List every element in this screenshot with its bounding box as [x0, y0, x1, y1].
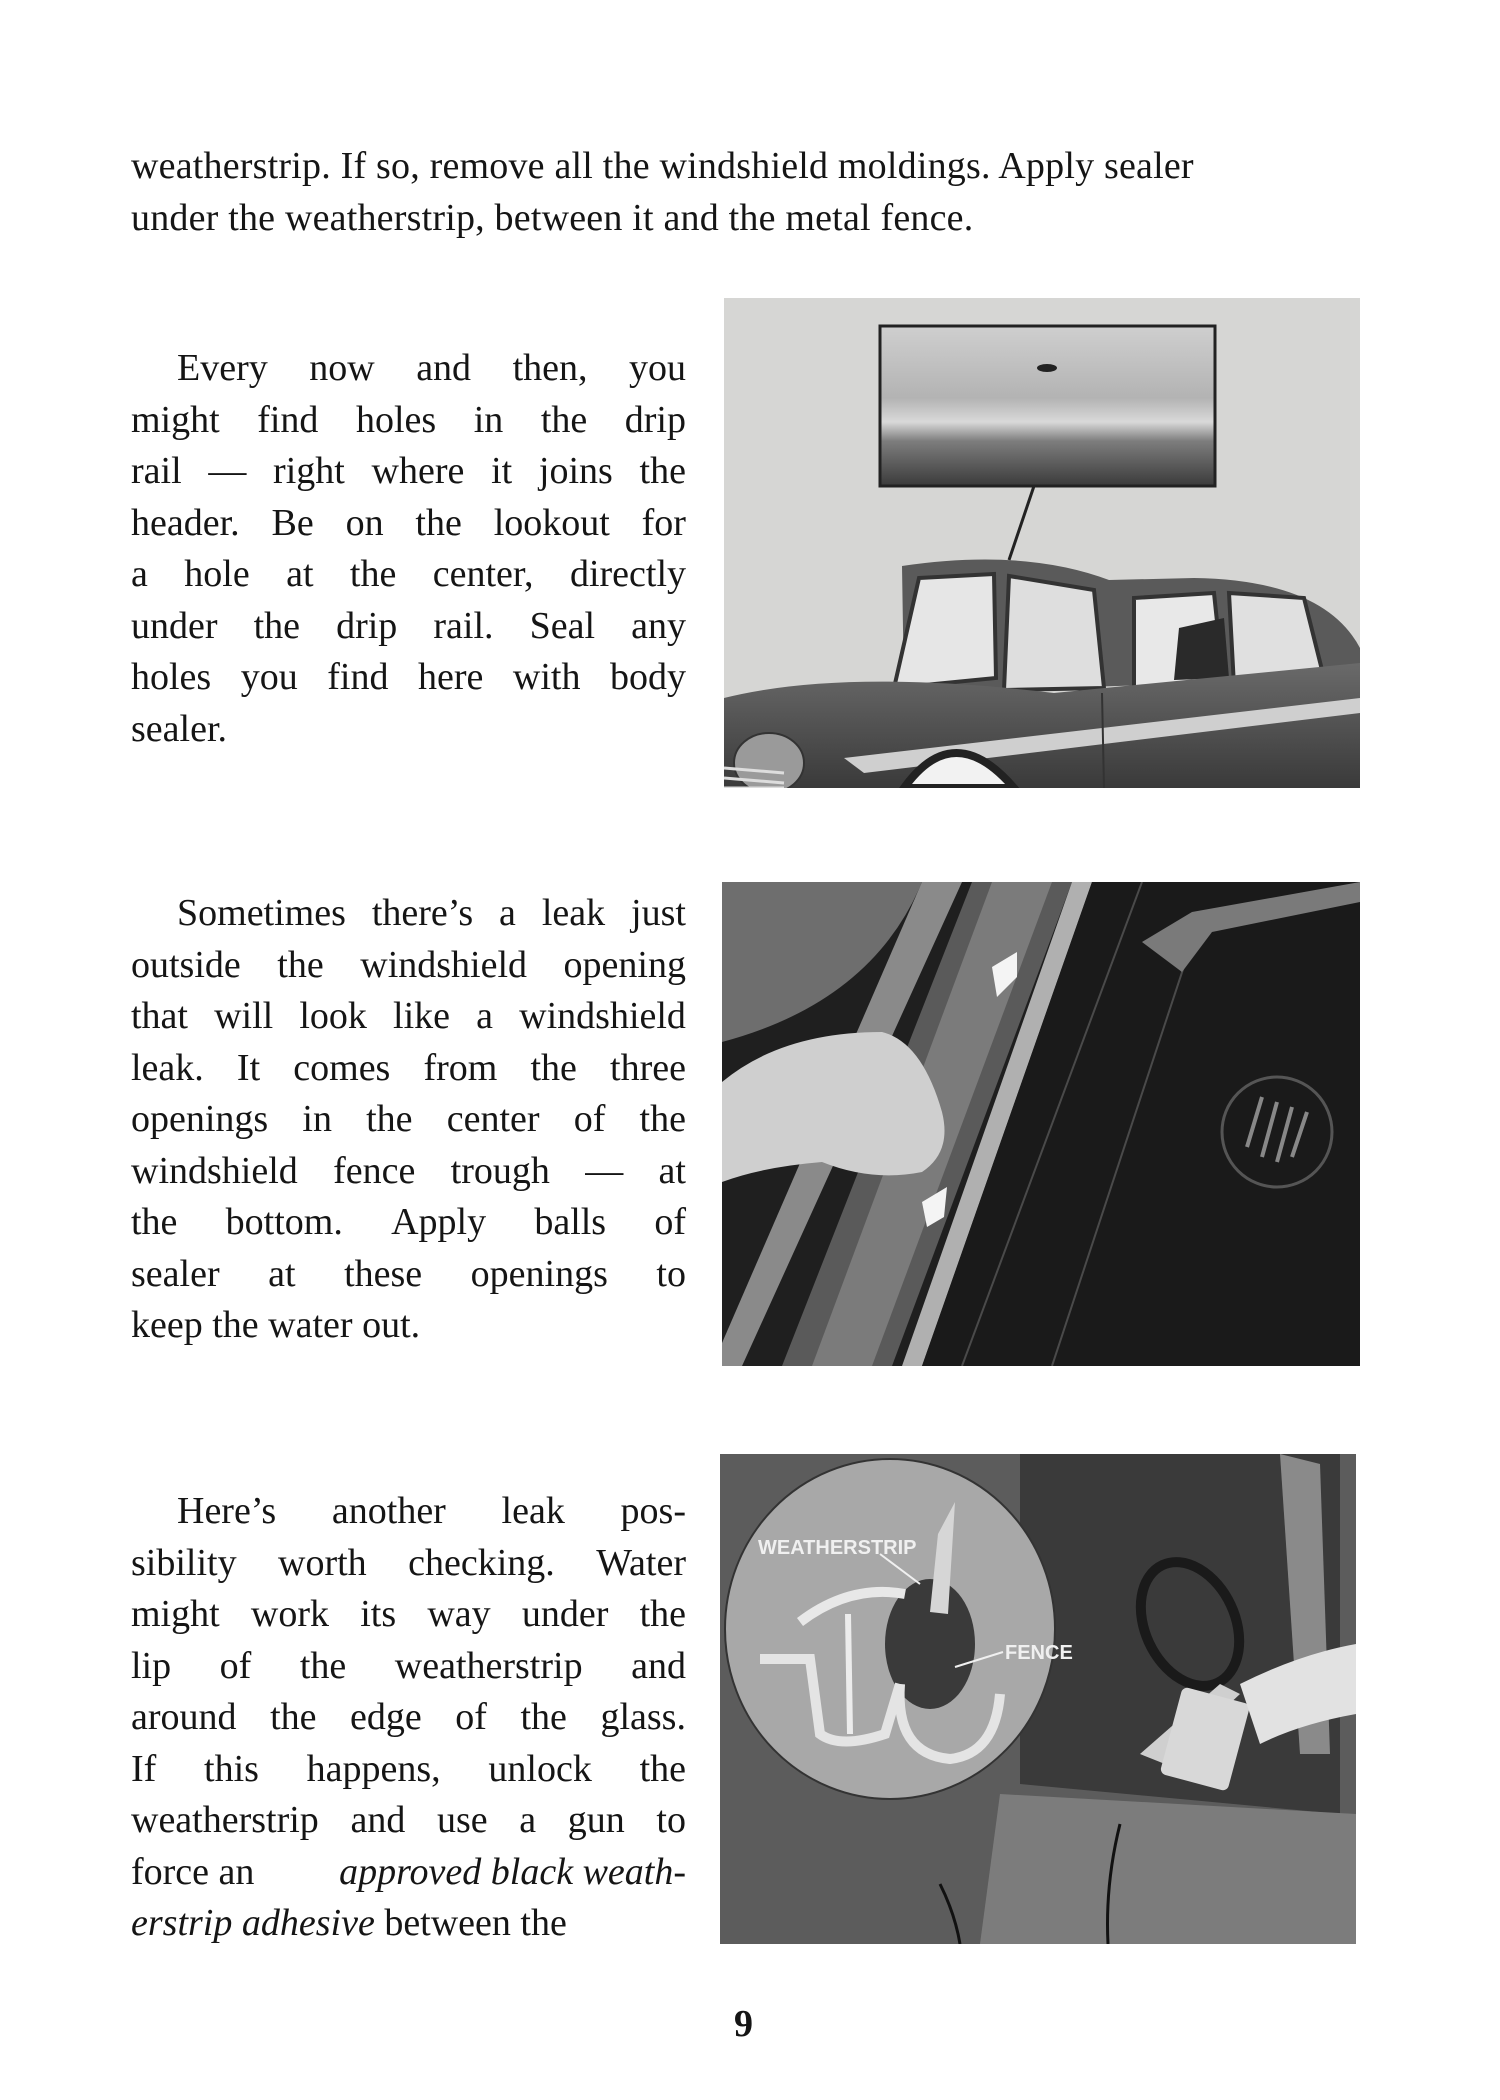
word: the	[639, 1747, 686, 1790]
text-line	[131, 704, 686, 756]
word: happens,	[306, 1747, 441, 1790]
word: the	[520, 1902, 567, 1944]
word: windshield	[131, 1149, 298, 1192]
word: a	[519, 1799, 537, 1841]
word: and	[416, 347, 472, 389]
word: rail.	[433, 604, 494, 647]
word: the	[540, 398, 588, 441]
word: of	[573, 1098, 606, 1140]
word: you	[629, 347, 686, 389]
paragraph-weatherstrip-lip	[131, 1486, 686, 1950]
word: the	[270, 1696, 317, 1738]
word: here	[417, 656, 484, 698]
word: erstrip	[131, 1902, 233, 1944]
word: Water	[596, 1541, 686, 1584]
word: gun	[567, 1799, 625, 1841]
word: openings	[470, 1252, 608, 1295]
text-line	[131, 1898, 686, 1950]
word: might	[131, 1593, 220, 1635]
word: leak	[541, 892, 606, 934]
word: windshield	[360, 943, 528, 986]
word: —	[585, 1149, 624, 1192]
word: —	[208, 450, 247, 492]
word: drip	[336, 604, 398, 647]
word: at	[268, 1252, 296, 1295]
word: way	[427, 1593, 491, 1635]
word: look	[299, 995, 367, 1037]
word: sealer.	[131, 707, 228, 750]
word: glass.	[600, 1696, 686, 1738]
word: the	[639, 1593, 686, 1635]
word: sealer	[131, 1252, 220, 1295]
car-photo-illustration	[724, 298, 1360, 788]
text-line	[131, 652, 686, 704]
word: there’s	[371, 892, 474, 934]
word: outside	[131, 943, 241, 986]
word: leak	[501, 1490, 565, 1532]
fence-trough-sealer-photo	[722, 882, 1360, 1366]
text-line	[131, 1146, 686, 1198]
word: Every	[177, 347, 268, 389]
text-line	[131, 991, 686, 1043]
word: in	[302, 1098, 332, 1140]
word: center,	[432, 553, 534, 595]
word: Here’s	[177, 1490, 277, 1532]
text-line	[131, 1692, 686, 1744]
word: another	[331, 1490, 446, 1532]
text-line	[131, 395, 686, 447]
word: checking.	[408, 1541, 555, 1584]
intro-paragraph	[131, 140, 1396, 244]
text-line	[131, 1641, 686, 1693]
word: might	[131, 398, 220, 441]
word: weatherstrip	[394, 1644, 583, 1687]
word: edge	[350, 1696, 422, 1738]
text-line	[131, 1589, 686, 1641]
word: under	[521, 1593, 609, 1635]
word: the	[639, 450, 686, 492]
word: at	[658, 1149, 686, 1192]
word: the	[349, 553, 397, 595]
word: of	[455, 1696, 487, 1738]
word: drip	[624, 398, 686, 441]
word: the	[415, 501, 462, 544]
word: force an	[131, 1850, 255, 1893]
word: the	[530, 1046, 577, 1089]
word: bottom.	[225, 1201, 343, 1243]
word: and	[631, 1644, 686, 1687]
word: trough	[450, 1149, 550, 1192]
text-line	[131, 888, 686, 940]
word: will	[214, 995, 274, 1037]
word: weatherstrip	[131, 1799, 319, 1841]
text-line	[131, 498, 686, 550]
word: from	[423, 1046, 498, 1089]
word: for	[641, 501, 686, 544]
fence-trough-illustration	[722, 882, 1360, 1366]
paragraph-drip-rail-holes	[131, 343, 686, 755]
word: center	[446, 1098, 540, 1140]
word: right	[273, 450, 345, 492]
word: now	[309, 347, 375, 389]
word: a	[499, 892, 516, 934]
word: openings	[131, 1098, 269, 1140]
word: like	[393, 995, 451, 1037]
weatherstrip-diagram-illustration	[720, 1454, 1356, 1944]
word: unlock	[488, 1747, 592, 1790]
word: at	[286, 553, 314, 595]
word: lip	[131, 1644, 172, 1687]
text-line	[131, 940, 686, 992]
hole-marker	[1037, 364, 1057, 372]
word: If	[131, 1747, 157, 1790]
word: any	[631, 604, 686, 647]
word: fence	[333, 1149, 416, 1192]
text-line: weatherstrip. If so, remove all the windshield moldings. Apply sealer	[131, 145, 1194, 187]
word: header.	[131, 501, 240, 544]
word: between	[384, 1902, 511, 1944]
word: of	[219, 1644, 252, 1687]
text-line	[131, 601, 686, 653]
word: worth	[278, 1541, 367, 1584]
word: of	[654, 1201, 686, 1243]
word: sibility	[131, 1541, 237, 1584]
word: it	[491, 450, 513, 492]
word: work	[250, 1593, 329, 1635]
word: pos-	[620, 1490, 686, 1532]
word: approved black weath-	[339, 1850, 686, 1893]
word: find	[257, 398, 319, 441]
text-line	[131, 1094, 686, 1146]
word: and	[350, 1799, 406, 1841]
word: to	[656, 1799, 686, 1841]
word: to	[656, 1252, 686, 1295]
text-line	[131, 343, 686, 395]
word: the	[253, 604, 301, 647]
word: joins	[538, 450, 613, 492]
car-drip-rail-photo	[724, 298, 1360, 788]
word: that	[131, 995, 188, 1037]
word: hole	[184, 553, 250, 595]
word: Sometimes	[177, 892, 346, 934]
word: directly	[569, 553, 686, 595]
text-line	[131, 1538, 686, 1590]
text-line: under the weatherstrip, between it and the metal fence.	[131, 197, 974, 239]
word: out.	[362, 1304, 421, 1346]
text-line	[131, 1300, 686, 1352]
word: the	[366, 1098, 413, 1140]
word: body	[609, 656, 686, 698]
word: use	[436, 1799, 488, 1841]
word: the	[520, 1696, 567, 1738]
word: opening	[563, 943, 686, 986]
text-line	[131, 549, 686, 601]
word: these	[344, 1252, 423, 1295]
text-line	[131, 1043, 686, 1095]
word: in	[473, 398, 504, 441]
word: adhesive	[241, 1902, 375, 1944]
word: on	[345, 501, 384, 544]
word: this	[204, 1747, 259, 1790]
fence-label: FENCE	[1005, 1642, 1073, 1664]
word: its	[360, 1593, 397, 1635]
paragraph-fence-trough-openings	[131, 888, 686, 1352]
word: Be	[271, 501, 314, 544]
word: Apply	[391, 1201, 487, 1243]
word: windshield	[519, 995, 686, 1037]
word: the	[277, 943, 324, 986]
page-number: 9	[734, 2003, 753, 2045]
word: lookout	[493, 501, 610, 544]
word: then,	[512, 347, 588, 389]
text-line	[131, 1847, 686, 1899]
word: keep	[131, 1304, 203, 1346]
drip-rail-inset	[880, 326, 1215, 486]
word: the	[299, 1644, 347, 1687]
word: It	[236, 1046, 261, 1089]
word: around	[131, 1696, 237, 1738]
word: balls	[534, 1201, 607, 1243]
word: the	[131, 1201, 178, 1243]
word: you	[240, 656, 298, 698]
text-line	[131, 1795, 686, 1847]
word: Seal	[529, 604, 596, 647]
word: a	[476, 995, 494, 1037]
word: find	[327, 656, 389, 698]
word: where	[371, 450, 465, 492]
word: the	[212, 1304, 259, 1346]
word: water	[268, 1304, 353, 1346]
word: holes	[355, 398, 437, 441]
word: with	[512, 656, 581, 698]
word: just	[631, 892, 686, 934]
weatherstrip-adhesive-photo	[720, 1454, 1356, 1944]
weatherstrip-label: WEATHERSTRIP	[758, 1537, 917, 1559]
word: the	[639, 1098, 686, 1140]
word: holes	[131, 656, 212, 698]
text-line	[131, 1249, 686, 1301]
word: rail	[131, 450, 182, 492]
text-line	[131, 446, 686, 498]
text-line	[131, 1197, 686, 1249]
word: a	[131, 553, 148, 595]
word: under	[131, 604, 218, 647]
word: comes	[293, 1046, 391, 1089]
text-line	[131, 1744, 686, 1796]
word: leak.	[131, 1046, 204, 1089]
text-line	[131, 1486, 686, 1538]
word: three	[610, 1046, 686, 1089]
